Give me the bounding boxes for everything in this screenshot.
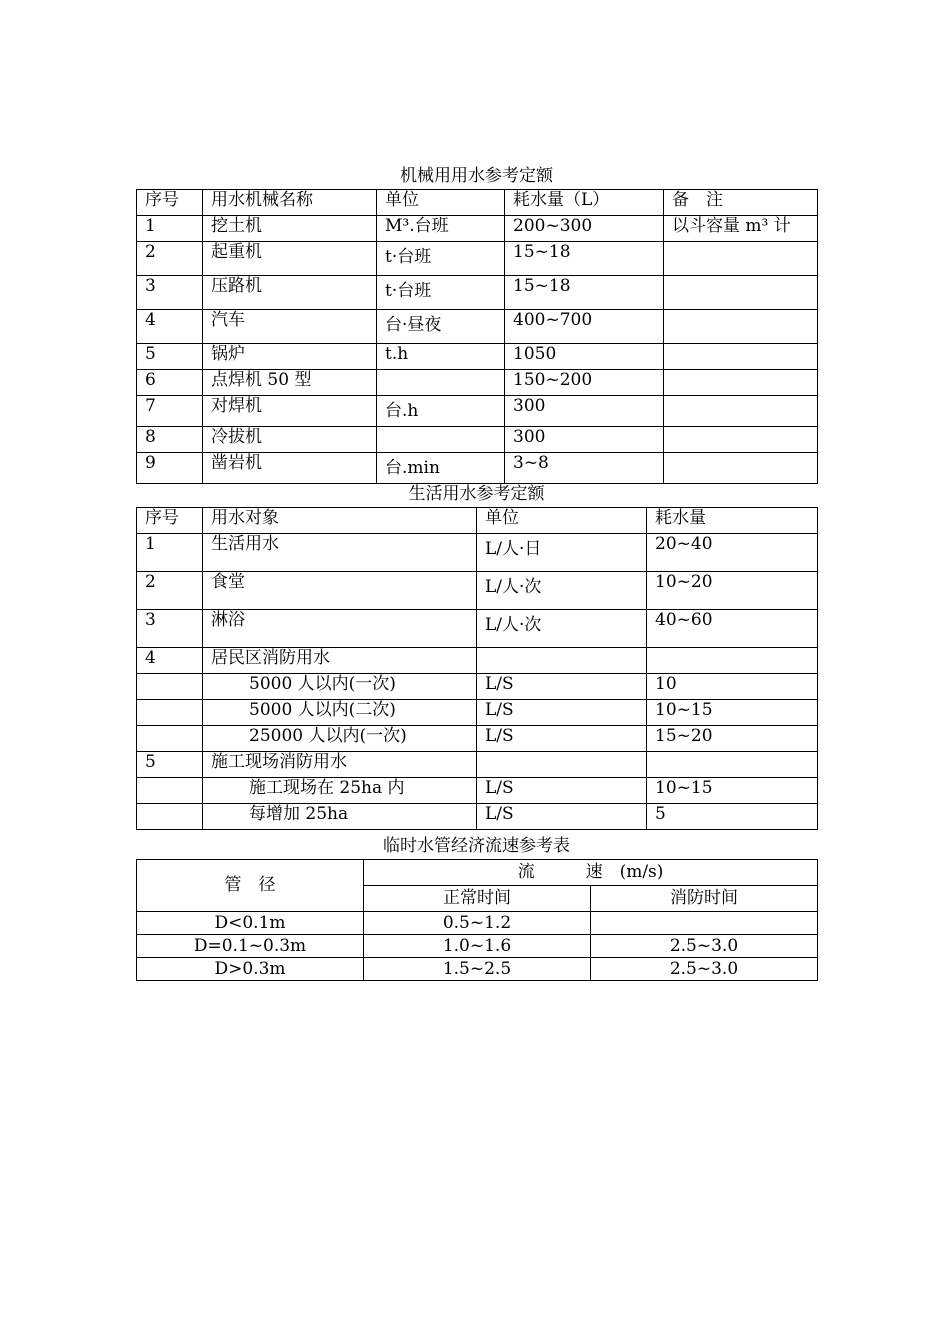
table-cell: 居民区消防用水 [203, 648, 477, 674]
table-cell [477, 648, 647, 674]
table-cell: 冷拔机 [203, 427, 377, 453]
table-row [137, 572, 818, 610]
table-cell: 施工现场消防用水 [203, 752, 477, 778]
header-pipe-diameter: 管 径 [137, 860, 364, 912]
table-row [137, 648, 818, 674]
table-cell [664, 242, 818, 276]
table-cell [477, 752, 647, 778]
table-cell: 3~8 [505, 453, 664, 484]
table-cell: L/S [477, 778, 647, 804]
header-cell: 备 注 [664, 190, 818, 216]
table-row [137, 216, 818, 242]
header-cell: 用水对象 [203, 508, 477, 534]
table-cell [377, 427, 505, 453]
table-cell: 15~18 [505, 242, 664, 276]
table-cell: 5 [137, 344, 203, 370]
table-cell: 1050 [505, 344, 664, 370]
table-cell: 10~15 [647, 778, 818, 804]
table-cell: 3 [137, 276, 203, 310]
table-cell [137, 804, 203, 830]
table-header-row [137, 190, 818, 216]
table-cell: 点焊机 50 型 [203, 370, 377, 396]
table-cell: 400~700 [505, 310, 664, 344]
table-cell: 5 [647, 804, 818, 830]
table-cell [137, 700, 203, 726]
header-flow-speed: 流 速 (m/s) [364, 860, 818, 886]
table-row [137, 276, 818, 310]
pipe-flow-speed-table [136, 859, 818, 981]
table-cell: 1.5~2.5 [364, 958, 591, 981]
table-cell: 10 [647, 674, 818, 700]
table-row [137, 935, 818, 958]
domestic-water-table [136, 507, 818, 830]
table-cell: 台·昼夜 [377, 310, 505, 344]
table-cell: 5000 人以内(一次) [203, 674, 477, 700]
table-row [137, 610, 818, 648]
header-normal-time: 正常时间 [364, 886, 591, 912]
table-cell: 1.0~1.6 [364, 935, 591, 958]
table-cell: 4 [137, 310, 203, 344]
table-row [137, 453, 818, 484]
table-row [137, 804, 818, 830]
table-cell [664, 276, 818, 310]
table-cell: L/S [477, 674, 647, 700]
header-cell: 耗水量（L） [505, 190, 664, 216]
table-cell: 300 [505, 427, 664, 453]
table-cell: 生活用水 [203, 534, 477, 572]
table-cell: 7 [137, 396, 203, 427]
table-cell: 台.min [377, 453, 505, 484]
table-cell: 每增加 25ha [203, 804, 477, 830]
table-cell: 9 [137, 453, 203, 484]
table-cell: 挖土机 [203, 216, 377, 242]
table-row [137, 370, 818, 396]
table-row [137, 344, 818, 370]
header-cell: 用水机械名称 [203, 190, 377, 216]
table-cell: 压路机 [203, 276, 377, 310]
table-cell: D<0.1m [137, 912, 364, 935]
machinery-water-table [136, 189, 818, 484]
table-cell: 3 [137, 610, 203, 648]
table-cell [647, 752, 818, 778]
table-cell: 2.5~3.0 [591, 935, 818, 958]
table-cell: M³.台班 [377, 216, 505, 242]
table-cell: 15~20 [647, 726, 818, 752]
table-cell: 施工现场在 25ha 内 [203, 778, 477, 804]
table-cell [664, 396, 818, 427]
table-cell [137, 674, 203, 700]
table-cell: 淋浴 [203, 610, 477, 648]
table-cell: 10~20 [647, 572, 818, 610]
table-cell: 食堂 [203, 572, 477, 610]
table-cell: 2.5~3.0 [591, 958, 818, 981]
table-cell: 0.5~1.2 [364, 912, 591, 935]
table-cell: 8 [137, 427, 203, 453]
table-cell [664, 344, 818, 370]
table-cell: 10~15 [647, 700, 818, 726]
table-cell: D=0.1~0.3m [137, 935, 364, 958]
table-cell: 4 [137, 648, 203, 674]
table-cell: 6 [137, 370, 203, 396]
table-cell: 5 [137, 752, 203, 778]
table-cell: 2 [137, 242, 203, 276]
table-header-row [137, 860, 818, 886]
header-cell: 耗水量 [647, 508, 818, 534]
table-cell: L/S [477, 700, 647, 726]
table-cell: 锅炉 [203, 344, 377, 370]
table-cell: 5000 人以内(二次) [203, 700, 477, 726]
table-row [137, 958, 818, 981]
table-cell: D>0.3m [137, 958, 364, 981]
table-cell: L/S [477, 726, 647, 752]
table-row [137, 310, 818, 344]
table-row [137, 242, 818, 276]
table-cell: 凿岩机 [203, 453, 377, 484]
table-row [137, 700, 818, 726]
table-cell: 汽车 [203, 310, 377, 344]
table-cell: 1 [137, 216, 203, 242]
table-cell [664, 370, 818, 396]
table3-caption: 临时水管经济流速参考表 [383, 836, 570, 856]
table-cell: 25000 人以内(一次) [203, 726, 477, 752]
table-cell: 起重机 [203, 242, 377, 276]
table-cell: L/人·日 [477, 534, 647, 572]
table-header-row [137, 508, 818, 534]
header-cell: 序号 [137, 508, 203, 534]
table-cell [647, 648, 818, 674]
table-cell: 40~60 [647, 610, 818, 648]
table-cell: L/人·次 [477, 572, 647, 610]
table-row [137, 912, 818, 935]
table1-caption: 机械用用水参考定额 [400, 166, 553, 186]
table-row [137, 752, 818, 778]
table2-caption: 生活用水参考定额 [408, 484, 545, 504]
header-cell: 单位 [477, 508, 647, 534]
table-cell: 200~300 [505, 216, 664, 242]
table-cell: 300 [505, 396, 664, 427]
table-row [137, 396, 818, 427]
table-cell [664, 310, 818, 344]
table-row [137, 674, 818, 700]
table-cell: 20~40 [647, 534, 818, 572]
header-cell: 单位 [377, 190, 505, 216]
table-cell [137, 726, 203, 752]
table-row [137, 726, 818, 752]
table-cell [664, 453, 818, 484]
table-cell [664, 427, 818, 453]
table-cell: 以斗容量 m³ 计 [664, 216, 818, 242]
table-row [137, 778, 818, 804]
table-cell: t.h [377, 344, 505, 370]
header-fire-time: 消防时间 [591, 886, 818, 912]
table-cell: L/S [477, 804, 647, 830]
header-cell: 序号 [137, 190, 203, 216]
table-cell: t·台班 [377, 276, 505, 310]
table-cell: 1 [137, 534, 203, 572]
table-row [137, 427, 818, 453]
table-cell: 台.h [377, 396, 505, 427]
table-cell: 对焊机 [203, 396, 377, 427]
table-row [137, 534, 818, 572]
table-cell: 15~18 [505, 276, 664, 310]
table-cell [591, 912, 818, 935]
table-cell [137, 778, 203, 804]
table-cell [377, 370, 505, 396]
table-cell: t·台班 [377, 242, 505, 276]
table-cell: 2 [137, 572, 203, 610]
table-cell: L/人·次 [477, 610, 647, 648]
table-cell: 150~200 [505, 370, 664, 396]
